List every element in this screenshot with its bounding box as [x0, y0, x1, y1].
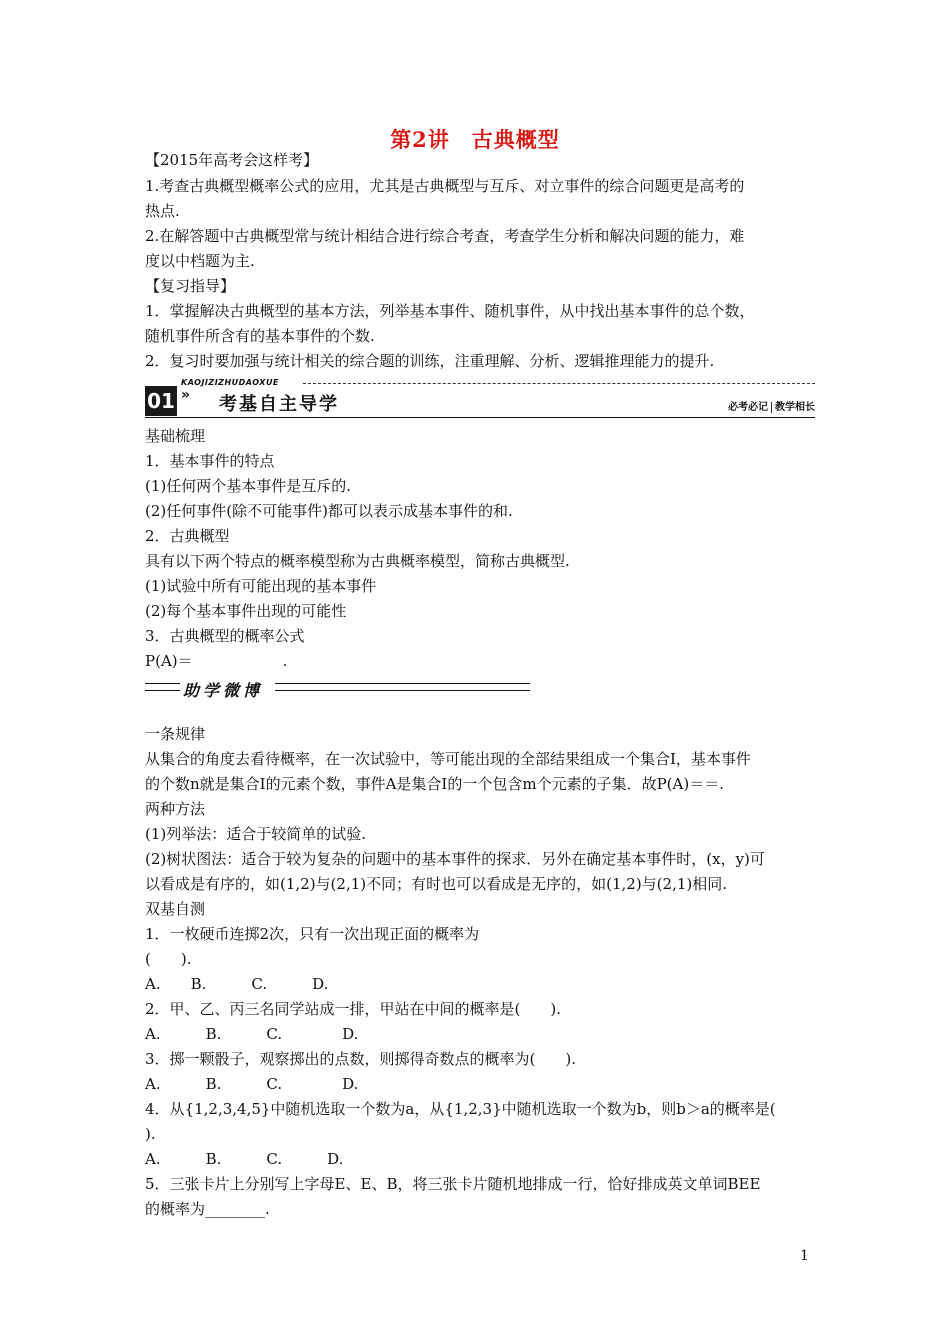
page-number: 1	[800, 1248, 809, 1264]
text-line: 1.考查古典概型概率公式的应用，尤其是古典概型与互斥、对立事件的综合问题更是高考的	[145, 177, 745, 195]
text-line: (1)任何两个基本事件是互斥的.	[145, 477, 352, 495]
dashed-divider	[303, 383, 815, 384]
text-line: 随机事件所含有的基本事件的个数.	[145, 327, 375, 345]
text-line: 2．复习时要加强与统计相关的综合题的训练，注重理解、分析、逻辑推理能力的提升.	[145, 352, 715, 370]
text-line: 的个数n就是集合I的元素个数，事件A是集合I的一个包含m个元素的子集．故P(A)＝＝.	[145, 775, 724, 793]
text-line: (1)试验中所有可能出现的基本事件	[145, 577, 377, 595]
text-line: P(A)＝ .	[145, 652, 288, 670]
banner-underline	[145, 417, 815, 418]
tagline-separator	[771, 402, 772, 413]
text-line: 4．从{1,2,3,4,5}中随机选取一个数为a，从{1,2,3}中随机选取一个数为b，则b＞a的概率是(	[145, 1100, 776, 1118]
text-line: (2)树状图法：适合于较为复杂的问题中的基本事件的探求．另外在确定基本事件时，(x，y)可	[145, 850, 765, 868]
tagline-right: 教学相长	[775, 402, 815, 413]
weibo-divider	[145, 678, 530, 698]
tagline-left: 必考必记	[728, 402, 768, 413]
text-line: 【2015年高考会这样考】	[145, 151, 319, 169]
text-line: 3．掷一颗骰子，观察掷出的点数，则掷得奇数点的概率为( ).	[145, 1050, 577, 1068]
section-pinyin: KAOJIZIZHUDAOXUE	[181, 378, 279, 387]
section-title: 考基自主导学	[219, 394, 339, 415]
text-line: 以看成是有序的，如(1,2)与(2,1)不同；有时也可以看成是无序的，如(1,2)与(2,1)相同.	[145, 875, 728, 893]
text-line: 具有以下两个特点的概率模型称为古典概率模型，简称古典概型.	[145, 552, 570, 570]
text-line: 2．甲、乙、丙三名同学站成一排，甲站在中间的概率是( ).	[145, 1000, 562, 1018]
text-line: 2.在解答题中古典概型常与统计相结合进行综合考查，考查学生分析和解决问题的能力，难	[145, 227, 745, 245]
text-line: ( ).	[145, 950, 192, 968]
text-line: 3．古典概型的概率公式	[145, 627, 305, 645]
text-line: 的概率为________.	[145, 1200, 270, 1218]
text-line: 度以中档题为主.	[145, 252, 255, 270]
answer-options: A. B. C. D.	[145, 1150, 344, 1168]
text-line: 热点.	[145, 202, 180, 220]
text-line: 两种方法	[145, 800, 206, 818]
text-line: 双基自测	[145, 900, 206, 918]
divider-line-left	[145, 683, 180, 691]
text-line: 基础梳理	[145, 427, 206, 445]
divider-line-right	[275, 683, 530, 691]
text-line: ).	[145, 1125, 156, 1143]
text-line: (1)列举法：适合于较简单的试验.	[145, 825, 367, 843]
text-line: (2)每个基本事件出现的可能性	[145, 602, 347, 620]
text-line: 1．基本事件的特点	[145, 452, 275, 470]
answer-options: A. B. C. D.	[145, 1025, 359, 1043]
chevron-icon: »	[181, 387, 191, 403]
text-line: 2．古典概型	[145, 527, 230, 545]
answer-options: A. B. C. D.	[145, 1075, 359, 1093]
weibo-label: 助学微博	[183, 681, 264, 700]
text-line: 1．掌握解决古典概型的基本方法，列举基本事件、随机事件，从中找出基本事件的总个数，	[145, 302, 755, 320]
answer-options: A. B. C. D.	[145, 975, 329, 993]
text-line: 从集合的角度去看待概率，在一次试验中，等可能出现的全部结果组成一个集合I，基本事件	[145, 750, 751, 768]
text-line: (2)任何事件(除不可能事件)都可以表示成基本事件的和.	[145, 502, 513, 520]
section-tagline	[728, 398, 815, 413]
page-title: 第2讲 古典概型	[390, 127, 560, 152]
section-banner	[145, 378, 815, 418]
text-line: 一条规律	[145, 725, 206, 743]
text-line: 5．三张卡片上分别写上字母E、E、B，将三张卡片随机地排成一行，恰好排成英文单词BEE	[145, 1175, 761, 1193]
text-line: 【复习指导】	[145, 277, 236, 295]
text-line: 1．一枚硬币连掷2次，只有一次出现正面的概率为	[145, 925, 480, 943]
section-number-badge: 01	[145, 386, 177, 416]
